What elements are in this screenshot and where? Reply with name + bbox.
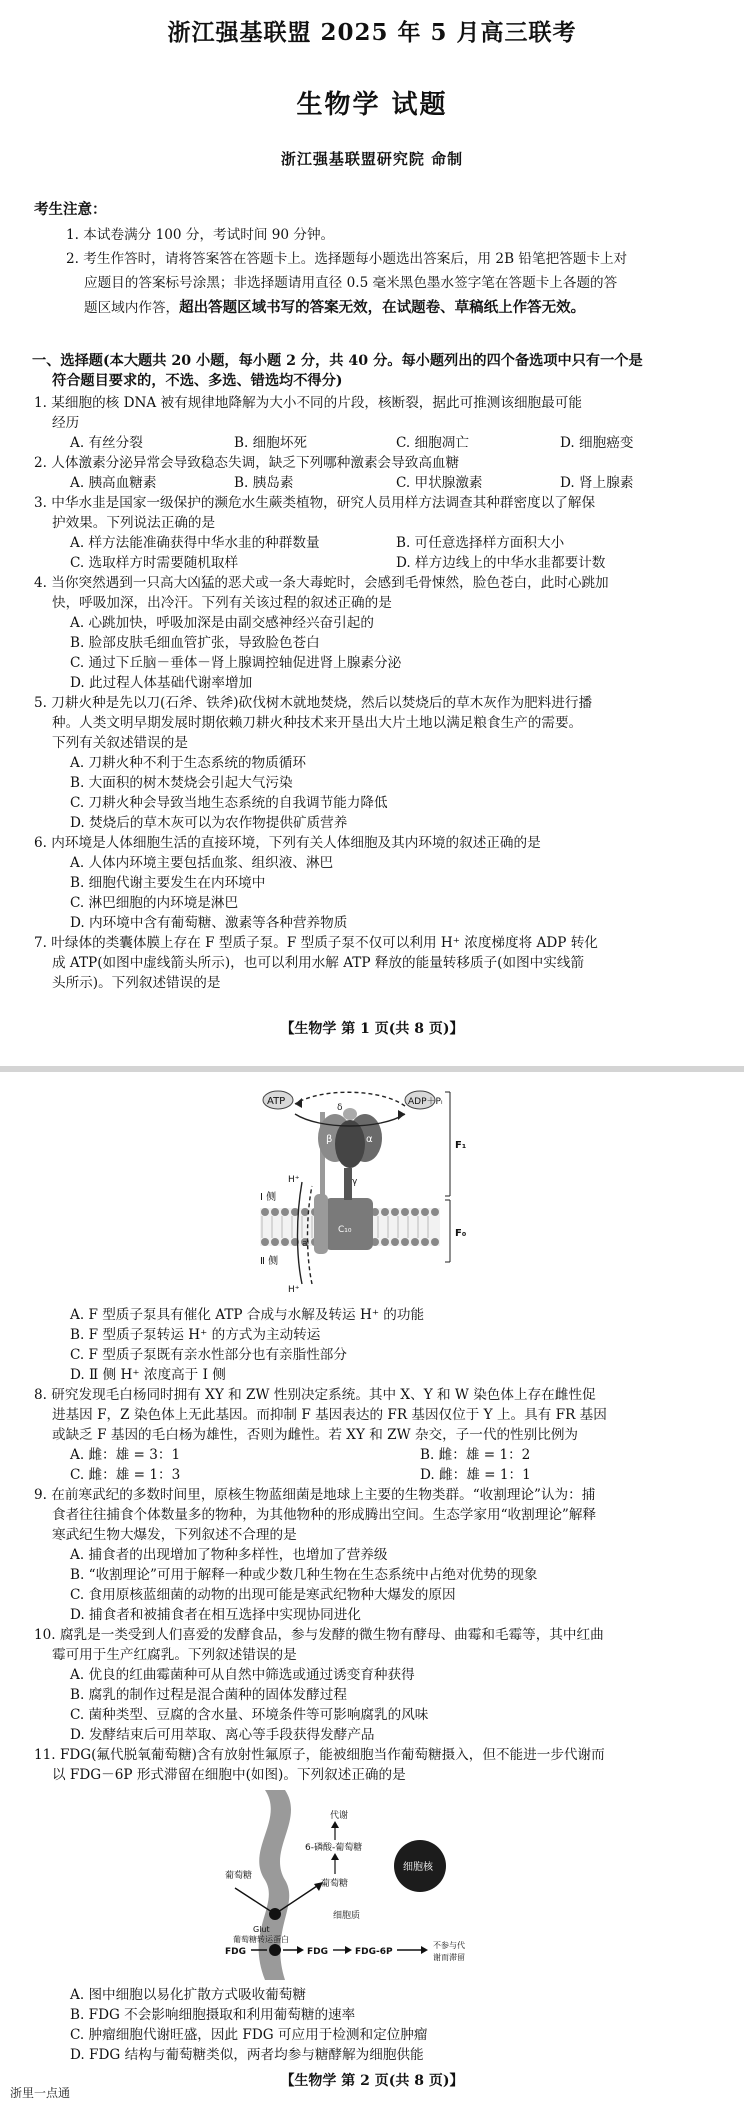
q11-option-c: C. 肿瘤细胞代谢旺盛，因此 FDG 可应用于检测和定位肿瘤 xyxy=(70,2027,428,2043)
f1-head-center xyxy=(335,1120,365,1168)
q4-option-a: A. 心跳加快，呼吸加深是由副交感神经兴奋引起的 xyxy=(70,615,374,631)
delta-label: δ xyxy=(337,1103,343,1113)
transporter-label: 葡萄糖转运蛋白 xyxy=(233,1935,289,1944)
q1-option-a: A. 有丝分裂 xyxy=(70,435,143,451)
q7-stem-cont: 成 ATP(如图中虚线箭头所示)，也可以利用水解 ATP 释放的能量转移质子(如图中实线箭 xyxy=(52,955,585,971)
q5-option-a: A. 刀耕火种不利于生态系统的物质循环 xyxy=(70,755,306,771)
q4-stem-cont: 快，呼吸加深，出冷汗。下列有关该过程的叙述正确的是 xyxy=(52,595,392,611)
notice-heading: 考生注意： xyxy=(34,201,107,218)
notice-line-3: 应题目的答案标号涂黑；非选择题请用直径 0.5 毫米黑色墨水签字笔在答题卡上各题的答 xyxy=(84,275,618,291)
q7-option-c: C. F 型质子泵既有亲水性部分也有亲脂性部分 xyxy=(70,1347,347,1363)
q11-option-a: A. 图中细胞以易化扩散方式吸收葡萄糖 xyxy=(70,1987,306,2003)
side-2-label: Ⅱ 侧 xyxy=(260,1256,279,1267)
arrowhead-fdg6p xyxy=(345,1946,352,1954)
q9-stem: 9. 在前寒武纪的多数时间里，原核生物蓝细菌是地球上主要的生物类群。“收割理论”认为：捕 xyxy=(34,1487,596,1503)
q10-stem-cont: 霉可用于生产红腐乳。下列叙述错误的是 xyxy=(52,1647,297,1663)
q3-option-d: D. 样方边线上的中华水韭都要计数 xyxy=(396,555,606,571)
delta-subunit xyxy=(343,1108,357,1120)
glut-label: Glut xyxy=(253,1925,270,1934)
q8-option-c: C. 雌：雄 = 1：3 xyxy=(70,1467,181,1483)
q3-option-a: A. 样方法能准确获得中华水韭的种群数量 xyxy=(70,535,320,551)
q10-option-b: B. 腐乳的制作过程是混合菌种的固体发酵过程 xyxy=(70,1687,347,1703)
arrowhead-fdg-entry xyxy=(297,1946,304,1954)
a-subunit-label: a xyxy=(302,1239,308,1249)
q1-stem-cont: 经历 xyxy=(52,415,80,431)
q3-option-c: C. 选取样方时需要随机取样 xyxy=(70,555,239,571)
q6-option-d: D. 内环境中含有葡萄糖、激素等各种营养物质 xyxy=(70,915,348,931)
section-heading-1: 一、选择题(本大题共 20 小题，每小题 2 分，共 40 分。每小题列出的四个备选项中只有一个是 xyxy=(32,353,643,369)
gamma-label: γ xyxy=(352,1177,358,1187)
q1-stem: 1. 某细胞的核 DNA 被有规律地降解为大小不同的片段，核断裂，据此可推测该细胞最可能 xyxy=(34,395,582,411)
q3-stem: 3. 中华水韭是国家一级保护的濒危水生蕨类植物，研究人员用样方法调查其种群密度以了解保 xyxy=(34,495,596,511)
cytoplasm-label: 细胞质 xyxy=(333,1911,361,1921)
glut-transporter-2 xyxy=(269,1944,281,1956)
q8-stem: 8. 研究发现毛白杨同时拥有 XY 和 ZW 性别决定系统。其中 X、Y 和 W 染色体上存在雌性促 xyxy=(34,1387,596,1403)
fdg-inside-label: FDG xyxy=(307,1947,329,1957)
glucose-inside-label: 葡萄糖 xyxy=(321,1879,349,1889)
q11-option-d: D. FDG 结构与葡萄糖类似，两者均参与糖酵解为细胞供能 xyxy=(70,2047,424,2063)
exam-page-2 xyxy=(0,1072,744,2104)
q10-stem: 10. 腐乳是一类受到人们喜爱的发酵食品，参与发酵的微生物有酵母、曲霉和毛霉等，其中红曲 xyxy=(34,1627,604,1643)
beta-label: β xyxy=(326,1134,333,1145)
page-footer-2: 【生物学 第 2 页(共 8 页)】 xyxy=(280,2073,464,2089)
proton-pump-figure xyxy=(240,1086,500,1296)
q9-stem-cont-2: 寒武纪生物大爆发，下列叙述不合理的是 xyxy=(52,1527,297,1543)
no-metabolism-label-1: 不参与代 xyxy=(433,1941,465,1950)
q9-option-c: C. 食用原核蓝细菌的动物的出现可能是寒武纪物种大爆发的原因 xyxy=(70,1587,456,1603)
q8-stem-cont-2: 或缺乏 F 基因的毛白杨为雄性，否则为雌性。若 XY 和 ZW 杂交，子一代的性别比例为 xyxy=(52,1427,579,1443)
q10-option-a: A. 优良的红曲霉菌种可从自然中筛选或通过诱变育种获得 xyxy=(70,1667,415,1683)
q6-option-c: C. 淋巴细胞的内环境是淋巴 xyxy=(70,895,239,911)
arrowhead-g6p xyxy=(331,1853,339,1860)
q1-option-b: B. 细胞坏死 xyxy=(234,435,308,451)
q8-stem-cont: 进基因 F，Z 染色体上无此基因。而抑制 F 基因表达的 FR 基因仅位于 Y 上。具有 FR 基因 xyxy=(52,1407,607,1423)
q2-option-c: C. 甲状腺激素 xyxy=(396,475,483,491)
q10-option-c: C. 菌种类型、豆腐的含水量、环境条件等可影响腐乳的风味 xyxy=(70,1707,429,1723)
q5-option-c: C. 刀耕火种会导致当地生态系统的自我调节能力降低 xyxy=(70,795,388,811)
q11-option-b: B. FDG 不会影响细胞摄取和利用葡萄糖的速率 xyxy=(70,2007,356,2023)
q10-option-d: D. 发酵结束后可用萃取、离心等手段获得发酵产品 xyxy=(70,1727,375,1743)
g6p-label: 6-磷酸-葡萄糖 xyxy=(305,1843,363,1853)
notice-line-1: 1. 本试卷满分 100 分，考试时间 90 分钟。 xyxy=(66,227,335,243)
arrowhead-retention xyxy=(421,1946,428,1954)
h-plus-bottom: H⁺ xyxy=(288,1285,300,1295)
q9-option-a: A. 捕食者的出现增加了物种多样性，也增加了营养级 xyxy=(70,1547,388,1563)
q7-option-b: B. F 型质子泵转运 H⁺ 的方式为主动转运 xyxy=(70,1327,321,1343)
q11-stem-cont: 以 FDG－6P 形式滞留在细胞中(如图)。下列叙述正确的是 xyxy=(52,1767,406,1783)
side-1-label: Ⅰ 侧 xyxy=(260,1192,277,1203)
f0-label: F₀ xyxy=(455,1228,467,1239)
exam-title: 浙江强基联盟 2025 年 5 月高三联考 xyxy=(167,19,577,46)
notice-line-2: 2. 考生作答时，请将答案答在答题卡上。选择题每小题选出答案后，用 2B 铅笔把答题卡上对 xyxy=(66,251,628,267)
q1-option-d: D. 细胞癌变 xyxy=(560,435,634,451)
q6-stem: 6. 内环境是人体细胞生活的直接环境，下列有关人体细胞及其内环境的叙述正确的是 xyxy=(34,835,541,851)
q8-option-b: B. 雌：雄 = 1：2 xyxy=(420,1447,531,1463)
notice-bold-warning: 超出答题区域书写的答案无效，在试题卷、草稿纸上作答无效。 xyxy=(179,299,586,316)
q2-option-b: B. 胰岛素 xyxy=(234,475,294,491)
fdg-uptake-figure xyxy=(225,1790,515,1980)
q2-option-a: A. 胰高血糖素 xyxy=(70,475,157,491)
watermark-text: 浙里一点通 xyxy=(10,2086,71,2100)
q9-option-b: B. “收割理论”可用于解释一种或少数几种生物在生态系统中占绝对优势的现象 xyxy=(70,1567,538,1583)
f0-ring xyxy=(325,1198,373,1250)
q7-option-d: D. Ⅱ 侧 H⁺ 浓度高于 Ⅰ 侧 xyxy=(70,1367,226,1383)
metabolism-label: 代谢 xyxy=(330,1811,349,1821)
q5-option-d: D. 焚烧后的草木灰可以为农作物提供矿质营养 xyxy=(70,815,348,831)
section-heading-2: 符合题目要求的，不选、多选、错选均不得分) xyxy=(52,373,343,389)
atp-label: ATP xyxy=(267,1096,286,1107)
fdg-outside-label: FDG xyxy=(225,1947,247,1957)
nucleus-label: 细胞核 xyxy=(403,1862,433,1873)
q1-option-c: C. 细胞凋亡 xyxy=(396,435,469,451)
page-footer-1: 【生物学 第 1 页(共 8 页)】 xyxy=(280,1021,464,1037)
synthesis-arrow-dashed xyxy=(295,1092,405,1106)
q3-stem-cont: 护效果。下列说法正确的是 xyxy=(52,515,216,531)
arrowhead-metabolism xyxy=(331,1821,339,1828)
q5-stem-cont: 种。人类文明早期发展时期依赖刀耕火种技术来开垦出大片土地以满足粮食生产的需要。 xyxy=(52,715,583,731)
compiler-line: 浙江强基联盟研究院 命制 xyxy=(280,150,464,168)
q2-stem: 2. 人体激素分泌异常会导致稳态失调，缺乏下列哪种激素会导致高血糖 xyxy=(34,455,460,471)
alpha-label: α xyxy=(366,1134,373,1145)
q4-option-d: D. 此过程人体基础代谢率增加 xyxy=(70,675,253,691)
f0-bracket xyxy=(445,1200,450,1262)
central-stalk xyxy=(344,1168,352,1200)
adp-label: ADP＋Pᵢ xyxy=(408,1097,443,1107)
notice-line-4 xyxy=(84,298,585,318)
q8-option-d: D. 雌：雄 = 1：1 xyxy=(420,1467,531,1483)
q7-stem-cont-2: 头所示)。下列叙述错误的是 xyxy=(52,975,221,991)
q11-stem: 11. FDG(氟代脱氧葡萄糖)含有放射性氟原子，能被细胞当作葡萄糖摄入，但不能进一步代谢而 xyxy=(34,1747,605,1763)
q4-stem: 4. 当你突然遇到一只高大凶猛的恶犬或一条大毒蛇时，会感到毛骨悚然，脸色苍白，此时心跳加 xyxy=(34,575,609,591)
notice-normal: 题区域内作答， xyxy=(84,300,180,316)
q9-option-d: D. 捕食者和被捕食者在相互选择中实现协同进化 xyxy=(70,1607,361,1623)
q6-option-a: A. 人体内环境主要包括血浆、组织液、淋巴 xyxy=(70,855,334,871)
a-subunit xyxy=(314,1194,328,1254)
q5-stem-cont-2: 下列有关叙述错误的是 xyxy=(52,735,188,751)
q3-option-b: B. 可任意选择样方面积大小 xyxy=(396,535,565,551)
q5-stem: 5. 刀耕火种是先以刀(石斧、铁斧)砍伐树木就地焚烧，然后以焚烧后的草木灰作为肥料进行播 xyxy=(34,695,593,711)
glut-transporter-1 xyxy=(269,1908,281,1920)
q5-option-b: B. 大面积的树木焚烧会引起大气污染 xyxy=(70,775,293,791)
q7-stem: 7. 叶绿体的类囊体膜上存在 F 型质子泵。F 型质子泵不仅可以利用 H⁺ 浓度梯度将 ADP 转化 xyxy=(34,935,598,951)
q4-option-b: B. 脸部皮肤毛细血管扩张，导致脸色苍白 xyxy=(70,635,320,651)
f1-label: F₁ xyxy=(455,1140,467,1151)
no-metabolism-label-2: 谢而滞留 xyxy=(433,1953,465,1962)
fdg6p-label: FDG-6P xyxy=(355,1947,393,1957)
f1-bracket xyxy=(445,1092,450,1196)
subject-title: 生物学 试题 xyxy=(296,90,448,120)
q7-option-a: A. F 型质子泵具有催化 ATP 合成与水解及转运 H⁺ 的功能 xyxy=(70,1307,425,1323)
q9-stem-cont: 食者往往捕食个体数量多的物种，为其他物种的形成腾出空间。生态学家用“收割理论”解释 xyxy=(52,1507,597,1523)
q2-option-d: D. 肾上腺素 xyxy=(560,475,634,491)
q6-option-b: B. 细胞代谢主要发生在内环境中 xyxy=(70,875,266,891)
q4-option-c: C. 通过下丘脑－垂体－肾上腺调控轴促进肾上腺素分泌 xyxy=(70,655,402,671)
c-ring-label: C₁₀ xyxy=(338,1225,352,1235)
h-plus-top: H⁺ xyxy=(288,1175,300,1185)
glucose-outside-label: 葡萄糖 xyxy=(225,1871,253,1881)
q8-option-a: A. 雌：雄 = 3：1 xyxy=(70,1447,181,1463)
